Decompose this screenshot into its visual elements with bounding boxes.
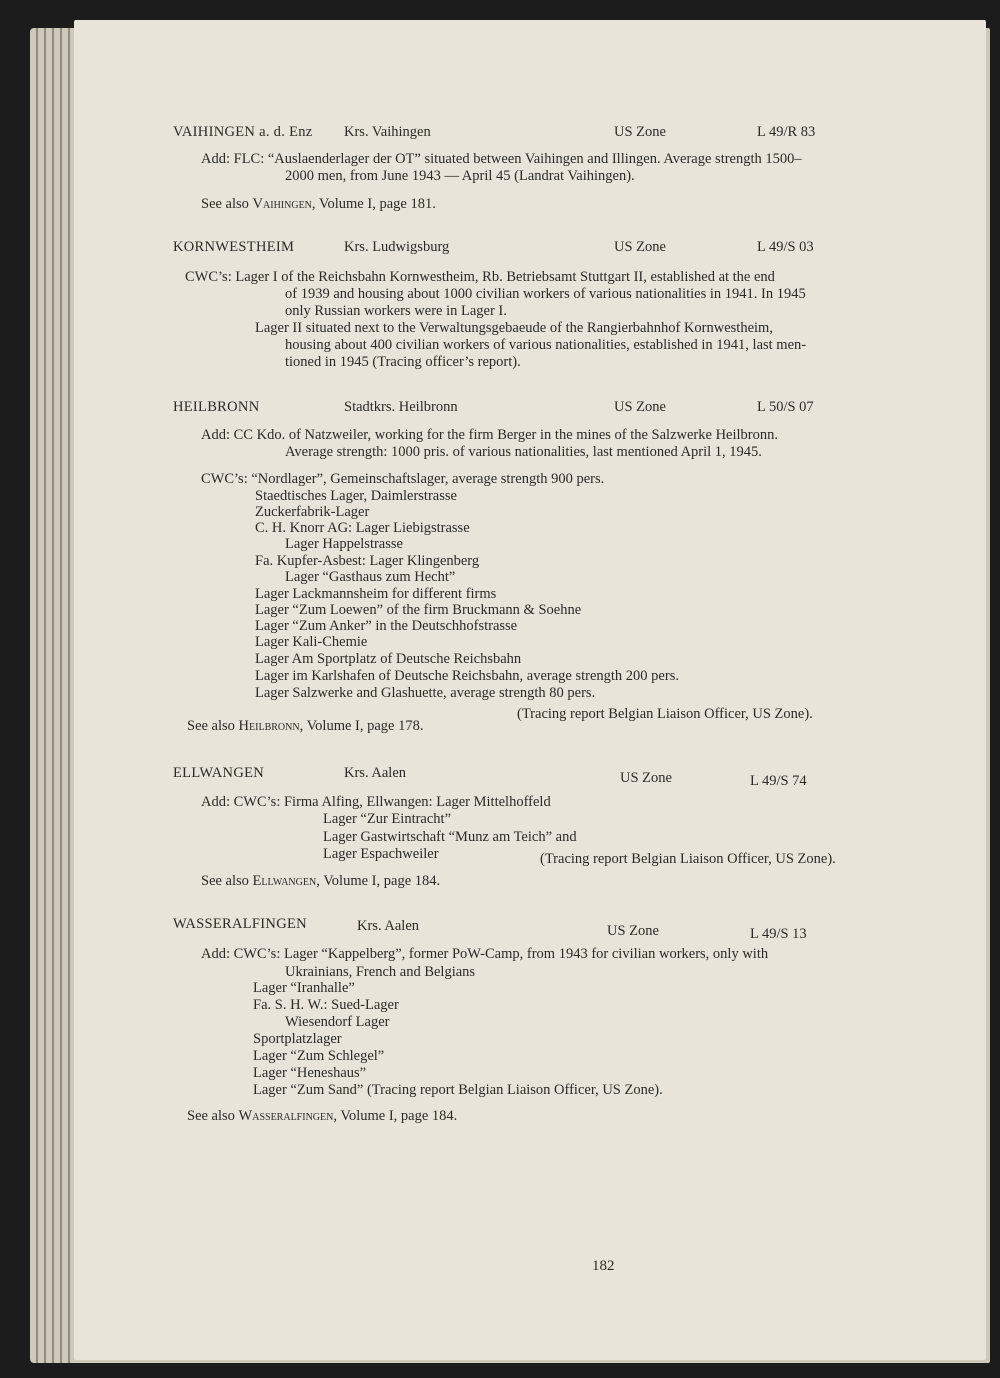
entry-line: CWC’s: Lager I of the Reichsbahn Kornwestheim, Rb. Betriebsamt Stuttgart II, established at the end — [185, 269, 775, 285]
page-edge — [60, 28, 62, 1363]
entry-line: only Russian workers were in Lager I. — [285, 303, 507, 319]
see-also-place: Ellwangen — [252, 873, 317, 889]
entry-line: Lager “Zum Anker” in the Deutschhofstrasse — [255, 618, 518, 634]
document-page — [74, 20, 986, 1360]
entry-map-ref: L 49/S 74 — [750, 773, 807, 789]
entry-line: Lager Kali-Chemie — [255, 634, 368, 650]
see-also-suffix: , Volume I, page 181. — [311, 196, 436, 212]
entry-source: (Tracing report Belgian Liaison Officer, US Zone). — [540, 851, 836, 867]
entry-line: Average strength: 1000 pris. of various nationalities, last mentioned April 1, 1945. — [285, 444, 762, 460]
entry-line: housing about 400 civilian workers of various nationalities, established in 1941, last men- — [285, 337, 807, 353]
entry-zone: US Zone — [620, 770, 672, 786]
page-edge — [36, 28, 38, 1363]
entry-place: VAIHINGEN a. d. Enz — [173, 124, 313, 140]
entry-district: Krs. Aalen — [344, 765, 407, 781]
see-also — [201, 196, 436, 213]
entry-map-ref: L 49/R 83 — [757, 124, 816, 140]
entry-line: Fa. Kupfer-Asbest: Lager Klingenberg — [255, 553, 480, 569]
see-also-prefix: See also — [187, 1108, 239, 1124]
entry-line: Add: FLC: “Auslaenderlager der OT” situated between Vaihingen and Illingen. Average strength 1500– — [201, 151, 802, 167]
entry-line: Lager “Zum Schlegel” — [253, 1048, 385, 1064]
page-number: 182 — [592, 1258, 615, 1274]
entry-line: Lager Gastwirtschaft “Munz am Teich” and — [323, 829, 577, 845]
see-also-place: Vaihingen — [252, 196, 312, 212]
entry-line: Lager Happelstrasse — [285, 536, 403, 552]
entry-line: Add: CWC’s: Lager “Kappelberg”, former PoW-Camp, from 1943 for civilian workers, only with — [201, 946, 769, 962]
entry-line: Sportplatzlager — [253, 1031, 342, 1047]
entry-line: Lager “Iranhalle” — [253, 980, 355, 996]
entry-line: Lager II situated next to the Verwaltungsgebaeude of the Rangierbahnhof Kornwestheim, — [255, 320, 773, 336]
entry-line: CWC’s: “Nordlager”, Gemeinschaftslager, average strength 900 pers. — [201, 471, 605, 487]
entry-line: Lager “Gasthaus zum Hecht” — [285, 569, 456, 585]
entry-source: (Tracing report Belgian Liaison Officer, US Zone). — [517, 706, 813, 722]
entry-zone: US Zone — [614, 239, 666, 255]
page-edge — [68, 28, 70, 1363]
see-also-place: Heilbronn — [238, 718, 300, 734]
entry-line: Wiesendorf Lager — [285, 1014, 390, 1030]
see-also-prefix: See also — [201, 196, 253, 212]
entry-line: 2000 men, from June 1943 — April 45 (Landrat Vaihingen). — [285, 168, 635, 184]
entry-map-ref: L 50/S 07 — [757, 399, 814, 415]
see-also-suffix: , Volume I, page 184. — [316, 873, 441, 889]
entry-line: tioned in 1945 (Tracing officer’s report). — [285, 354, 521, 370]
see-also — [187, 718, 424, 735]
entry-line: Lager Espachweiler — [323, 846, 439, 862]
entry-line: C. H. Knorr AG: Lager Liebigstrasse — [255, 520, 470, 536]
entry-line: Fa. S. H. W.: Sued-Lager — [253, 997, 399, 1013]
entry-line: of 1939 and housing about 1000 civilian workers of various nationalities in 1941. In 1945 — [285, 286, 806, 302]
entry-line: Lager “Zum Loewen” of the firm Bruckmann & Soehne — [255, 602, 582, 618]
entry-zone: US Zone — [614, 399, 666, 415]
entry-map-ref: L 49/S 13 — [750, 926, 807, 942]
entry-place: HEILBRONN — [173, 399, 260, 415]
entry-line: Add: CC Kdo. of Natzweiler, working for the firm Berger in the mines of the Salzwerke Heilbronn. — [201, 427, 778, 443]
see-also-place: Wasseralfingen — [238, 1108, 334, 1124]
see-also-prefix: See also — [187, 718, 239, 734]
entry-district: Stadtkrs. Heilbronn — [344, 399, 458, 415]
entry-line: Add: CWC’s: Firma Alfing, Ellwangen: Lager Mittelhoffeld — [201, 794, 551, 810]
entry-line: Lager Salzwerke and Glashuette, average strength 80 pers. — [255, 685, 596, 701]
entry-place: ELLWANGEN — [173, 765, 265, 781]
see-also-suffix: , Volume I, page 178. — [299, 718, 424, 734]
see-also — [187, 1108, 457, 1125]
page-edge — [52, 28, 54, 1363]
entry-line: Lager “Zum Sand” (Tracing report Belgian Liaison Officer, US Zone). — [253, 1082, 663, 1098]
entry-line: Lager im Karlshafen of Deutsche Reichsbahn, average strength 200 pers. — [255, 668, 679, 684]
entry-place: WASSERALFINGEN — [173, 916, 307, 932]
entry-line: Ukrainians, French and Belgians — [285, 964, 476, 980]
page-edge — [44, 28, 46, 1363]
entry-line: Lager Am Sportplatz of Deutsche Reichsbahn — [255, 651, 522, 667]
entry-line: Lager “Heneshaus” — [253, 1065, 367, 1081]
see-also — [201, 873, 440, 890]
entry-district: Krs. Vaihingen — [344, 124, 431, 140]
entry-place: KORNWESTHEIM — [173, 239, 295, 255]
see-also-suffix: , Volume I, page 184. — [333, 1108, 458, 1124]
entry-line: Lager Lackmannsheim for different firms — [255, 586, 497, 602]
entry-map-ref: L 49/S 03 — [757, 239, 814, 255]
entry-zone: US Zone — [607, 923, 659, 939]
entry-line: Zuckerfabrik-Lager — [255, 504, 370, 520]
entry-line: Lager “Zur Eintracht” — [323, 811, 452, 827]
entry-district: Krs. Aalen — [357, 918, 420, 934]
entry-zone: US Zone — [614, 124, 666, 140]
entry-district: Krs. Ludwigsburg — [344, 239, 450, 255]
entry-line: Staedtisches Lager, Daimlerstrasse — [255, 488, 457, 504]
see-also-prefix: See also — [201, 873, 253, 889]
